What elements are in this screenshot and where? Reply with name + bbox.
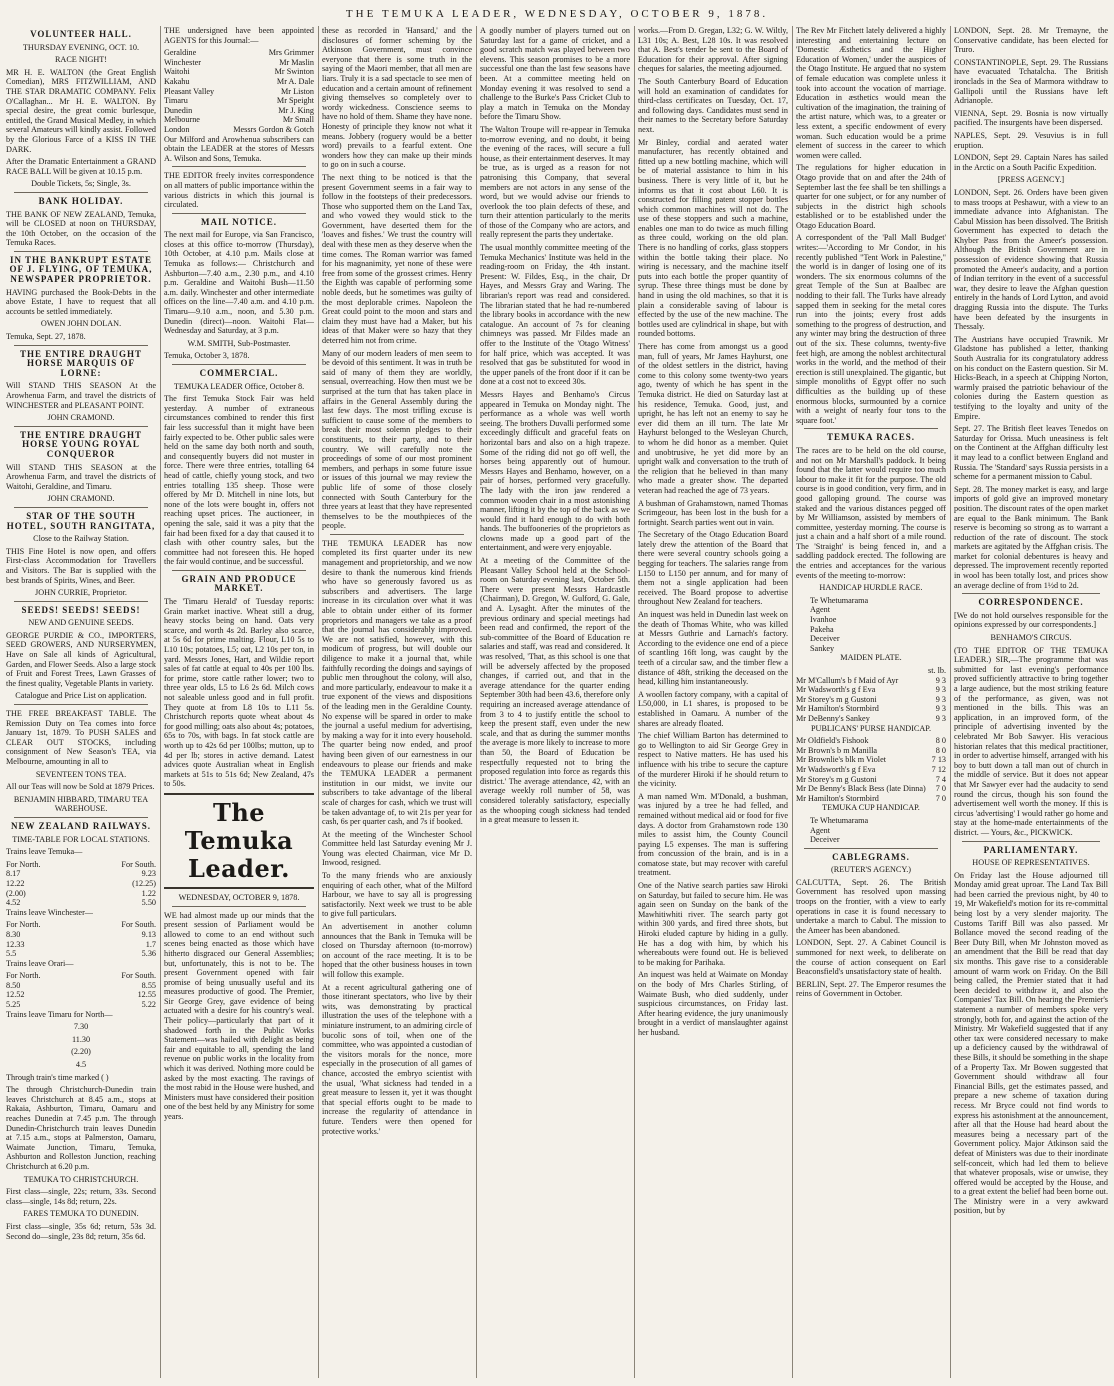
- race-weight: 7 4: [935, 774, 946, 784]
- rail-fares-2-title: FARES TEMUKA TO DUNEDIN.: [23, 1209, 139, 1219]
- publicans-entries: [796, 736, 946, 803]
- institute-note: The usual monthly committee meeting of the Temuka Mechanics' Institute was held in the reading-room on Friday, the 4th instant. Present: W. Fildes, Esq., in the chair, Dr Hayes, and Messrs Gray and Waring. The librarian's report was read and considered. The librarian stated that he had re-numbered the library books in accordance with the new catalogue. An account of 7s for cleaning chimneys was passed. Mr Fildes made an offer to the Institute of the 'Otago Witness' for half price, which was accepted. It was resolved that gas be substituted for wood in the upper panels of the front door if it can be done at a cost not to exceed 30s.: [480, 243, 630, 387]
- tea-tail: All our Teas will now be Sold at 1879 Prices.: [6, 782, 155, 792]
- rail-time-south: 12.55: [137, 990, 156, 1000]
- commercial-body: The first Temuka Stock Fair was held yesterday. A number of extraneous circumstances combined to render this first fair less successful than it might have been fairly expected to be. Other public sales were held on the same day both north and south, and consequently buyers did not muster in force. There were three entries, totalling 64 head of cattle, chiefly young stock, and two entries totalling 135 sheep. Those were offered by Mr D. Mitchell in nine lots, but none of the lots were bought in, offers not reaching upset prices. The auctioneer, in opening the sale, said it was a pity that the fair had been fixed for a day that caused it to clash with other country sales, but the committee had not foreseen this. He hoped the fair would continue, and be successful.: [164, 394, 314, 567]
- board-exam-note: The South Canterbury Board of Education will hold an examination of candidates for third-class certificates on Tuesday, Oct. 17, and following days. Candidates must send in their names to the Secretary before Saturday next.: [638, 76, 788, 134]
- agent-name: Mr Maslin: [279, 57, 314, 67]
- cable-item: Sept. 28. The money market is easy, and large imports of gold give an improved monetary position. The discount rates of the open market are equal to the Bank minimum. The Bank reserve is becoming so strong as to warrant a reduction of the rate of discount. The stock markets are agitated by the Affghan crisis. The market for colonial debentures is heavy and depressed. The improvement recently reported in wool has been totally lost, and prices show an average decline of from 1½d to 2d.: [954, 484, 1108, 590]
- race-entry: Agent: [810, 825, 831, 835]
- races-intro: The races are to be held on the old course, and not on Mr Marshall's paddock. It being found that the latter would require too much labour to make it fit for the purpose. The old course is in good condition, very firm, and in good galloping ground. The course was staked and the various distances pegged off by Mr Williamson, assisted by members of committee, yesterday morning. The course is just a chain and a half short of a mile round. The 'Straight' is being fenced in, and a saddling paddock erected. The following are the entries and acceptances for the various events of the meeting to-morrow:: [796, 445, 946, 580]
- rail-through-note: Through train's time marked ( ): [6, 1072, 109, 1082]
- divider: [330, 534, 464, 535]
- hall-title: VOLUNTEER HALL.: [30, 29, 132, 39]
- divider: [804, 848, 938, 849]
- cable-item: LONDON, Sept 29. Captain Nares has sailed in the Arctic on a South Pacific Expedition.: [954, 153, 1108, 172]
- waimate-inquest-note: An inquest was held at Waimate on Monday on the body of Mrs Charles Stirling, of Waimate Bush, who died suddenly, under suspicious circumstances, on Friday last. After hearing evidence, the jury unanimously brought in a verdict of manslaughter against her husband.: [638, 970, 788, 1037]
- rail-time-south: 8.55: [141, 980, 156, 990]
- rail-time-north: 8.17: [6, 869, 21, 879]
- leader-continued-2: The next thing to be noticed is that the present Government seems in a fair way to follow in the footsteps of their predecessors. Those who supported them on the Land Tax, and who vowed they would stick to the Government, have deserted them for the 'loaves and fishes.' We trust the country will deal with these men as they deserve when the time comes. The Roman warrior was famed for his magnanimity, yet none of these were free from some of the grossest crimes. Henry the Eighth was capable of performing some noble deeds, but he sometimes was guilty of the most deplorable crimes. Napoleon the Great could point to the moon and stars and claim they must have had a Maker, but his ideas of that Maker were so hazy that they deterred him not from crime.: [322, 172, 472, 345]
- rail-time-north: 8.30: [6, 929, 21, 939]
- cup-entries: [796, 816, 946, 845]
- rail-head-north: For North.: [6, 971, 41, 981]
- rail-time-north: 12.22: [6, 878, 25, 888]
- hotel-body: THIS Fine Hotel is now open, and offers First-class Accommodation for Travellers and Visitors. The Bar is supplied with the best brands of Spirits, Wines, and Beer.: [6, 546, 156, 585]
- race-entry: Mr Wadsworth's g f Eva: [796, 685, 876, 695]
- walton-note: The Walton Troupe will re-appear in Temuka to-morrow evening, and no doubt, it being the evening of the races, will secure a full house, as their entertainment deserves. It may be true, as is urged as a reason for not patronising this Company, that several members are not actors in any sense of the word, but we would advise our friends to overlook the too plain defects of these, and turn their attention particularly to the merits of those of the Company who are actors, and really represent the parts they undertake.: [480, 124, 630, 240]
- column-2: [164, 26, 314, 1378]
- race-spacer: [796, 666, 924, 676]
- holiday-title: BANK HOLIDAY.: [38, 195, 124, 206]
- race-weight: 9 3: [935, 675, 946, 685]
- column-3: [322, 26, 472, 1378]
- race-entry: Ivanhoe: [810, 615, 837, 625]
- rail-title: NEW ZEALAND RAILWAYS.: [11, 820, 151, 831]
- tea-sign: BENJAMIN HIBBARD, TIMARU TEA WAREHOUSE.: [13, 794, 149, 814]
- rail-time-north: (2.00): [6, 888, 26, 898]
- divider: [172, 570, 306, 571]
- race-entry: Mr De Benny's Black Bess (late Dinna): [796, 784, 926, 794]
- maiden-entries: [796, 666, 946, 724]
- rail-time-timaru: 11.30: [71, 1034, 91, 1044]
- rail-sub: TIME-TABLE FOR LOCAL STATIONS.: [12, 834, 150, 844]
- tea-body: THE FREE BREAKFAST TABLE. The Remission Duty on Tea comes into force January 1st, 1879. To PUSH SALES and CLEAR OUT STOCKS, including consignment of New Season's TEA, via Melbourne, amounting in all to: [6, 709, 156, 766]
- column-rule: [792, 26, 793, 1378]
- rail-body: The through Christchurch-Dunedin train leaves Christchurch at 8.45 a.m., stops at Rakaia, Ashburton, Timaru, Oamaru and reaches Dunedin at 7.45 p.m. The through Dunedin-Christchurch train leaves Dunedin at 7.15 a.m., stops at Palmerston, Oamaru, Waimate Junction, Timaru, Temuka, Ashburton and Rolleston Junction, reaching Christchurch at 6.20 p.m.: [6, 1085, 156, 1171]
- inquest-note: An inquest was held in Dunedin last week on the death of Thomas White, who was killed at Messrs Guthrie and Larnach's factory. According to the evidence one end of a piece of scantling 16ft long, was caught by the teeth of a circular saw, and the timber flew a distance of 48ft, striking the deceased on the head, killing him instantaneously.: [638, 610, 788, 687]
- column-7: [954, 26, 1108, 1378]
- cables-reuter: [954, 26, 1108, 172]
- hurdle-entries: [796, 596, 946, 654]
- column-rule: [476, 26, 477, 1378]
- rail-time-north: 12.52: [6, 990, 25, 1000]
- rail-time-south: 5.22: [141, 1000, 156, 1010]
- agent-name: Mr Speight: [276, 96, 314, 106]
- hotel-title: STAR OF THE SOUTH HOTEL, SOUTH RANGITATA,: [6, 510, 156, 531]
- agent-place: Pleasant Valley: [164, 86, 215, 96]
- correspondence-note: [We do not hold ourselves responsible for the opinions expressed by our correspondents.]: [954, 610, 1108, 630]
- divider: [14, 192, 148, 193]
- dateline: WEDNESDAY, OCTOBER 9, 1878.: [178, 892, 300, 902]
- race-entry: Mr Storey's m g Gustoni: [796, 694, 877, 704]
- divider: [172, 364, 306, 365]
- circus-note: Messrs Hayes and Benhamo's Circus appeared in Temuka on Monday night. The performance as a whole was well worth seeing. The brothers Duvalli performed some exceedingly difficult and graceful feats on horizontal bars and also on a high trapeze. Some of the riding did not go off well, the horses being apparently out of humour. Messrs Hayes and Benhamo, however, on a pair of horses, performed very gracefully. The lady with the iron jaw rendered a common wooden chair in a most astonishing manner, lifting it by the top of the back as we would find it hard enough to do with both hands. The buffooneries of the proprietors as clowns made up a good part of the entertainment, and were very enjoyable.: [480, 389, 630, 553]
- rail-time-south: (12.25): [132, 878, 156, 888]
- editor-note: THE EDITOR freely invites correspondence on all matters of public importance within the various districts in which this journal is circulated.: [164, 171, 314, 210]
- rail-group-label: Trains leave Temuka—: [6, 847, 83, 857]
- race-entry: Agent: [810, 605, 831, 615]
- baalbec-note: A correspondent of the 'Pall Mall Budget' writes:—'According to Mr Condor, in his recently published "Tent Work in Palestine," the world is in danger of losing one of its wonders. The six enormous columns of the great Temple of the Sun at Baalbec are nodding to their fall. The Turks have already sapped them in seeking for the metal cores run into the joints; every frost adds something to the progress of destruction, and any winter may bring the destruction of three out of the six. These columns, twenty-five feet high, are among the noblest architectural works in the world, and the method of their erection is still unexplained. The gigantic, but simple monoliths of Egypt offer no such difficulties as the building up of these enormous blocks, surmounted by a cornice with a weight of nearly four tons to the square foot.': [796, 233, 946, 425]
- agents-table: [164, 48, 314, 134]
- column-6: [796, 26, 946, 1378]
- seeds-sub: NEW AND GENUINE SEEDS.: [28, 618, 134, 628]
- rail-time-north: 12.33: [6, 939, 25, 949]
- rail-group-table: [6, 971, 156, 1009]
- divider: [14, 426, 148, 427]
- race-entry: Te Whetumarama: [810, 815, 869, 825]
- hurdle-title: HANDICAP HURDLE RACE.: [819, 583, 923, 593]
- rail-timaru-label: Trains leave Timaru for North—: [6, 1009, 113, 1019]
- cup-title: TEMUKA CUP HANDICAP.: [822, 803, 920, 813]
- rail-head-south: For South.: [121, 971, 156, 981]
- cricket-note: A goodly number of players turned out on Saturday last for a game of cricket, and a good scratch match was played between two elevens. This season promises to be a more successful one than the last few seasons have been. At a committee meeting held on Monday evening it was resolved to send a challenge to the Burke's Pass Cricket Club to play a match in Temuka on the Monday before the Timaru Show.: [480, 26, 630, 122]
- cables-press: [954, 188, 1108, 590]
- agent-name: Mrs Grimmer: [268, 48, 314, 58]
- divider: [14, 601, 148, 602]
- agents-note: Our Milford and Arowhenua subscribers can obtain the LEADER at the stores of Messrs A. Wilson and Sons, Temuka.: [164, 134, 314, 163]
- column-rule: [160, 26, 161, 1378]
- hall-body: MR H. E. WALTON (the Great English Comedian), MRS FITZWILLIAM, AND THE STAR DRAMATIC COMPANY. Felix O'Callaghan... Mr H. E. WALTON. By special desire, the great comic burlesque, entitled, the Grand Musical Medley, in which several Amateurs will kindly assist. Followed by the Glorious Farce of a KISS IN THE DARK.: [6, 67, 156, 154]
- education-note: The regulations for higher education in Otago provide that on and after the 24th of September last the fee shall be ten shillings a quarter for one subject, or for any number of subjects in the district high schools established or to be established under the Otago Education Board.: [796, 163, 946, 230]
- race-weight: 9 3: [935, 713, 946, 723]
- column-rule: [318, 26, 319, 1378]
- native-chief-note: The chief William Barton has determined to go to Wellington to aid Sir George Grey in respect to Native matters. He has used his influence with his tribe to secure the capture of the murderer Hiroki if he should return to the vicinity.: [638, 731, 788, 789]
- commercial-sub: TEMUKA LEADER Office, October 8.: [173, 381, 305, 391]
- rail-time-north: 5.25: [6, 1000, 21, 1010]
- telephone-note: At a recent agricultural gathering one of those itinerant spectators, who live by their wits, was demonstrating by practical illustration the uses of the telephone with a miniature instrument, to an admiring circle of bucolic sons of toil, when one of the committee, who was appointed a custodian of the visitors morals for the nonce, more especially in the prosecution of all games of chance, accosted the embryo scientist with the usual, 'What sickness had tended in a great measure to lessen it, yet it was thought that special efforts ought to be made to increase the regularity of attendance in future. Tenders were then opened for protective works.': [322, 982, 472, 1136]
- divider: [14, 704, 148, 705]
- mail-body: The next mail for Europe, via San Francisco, closes at this office to-morrow (Thursday), 10th October, at 4.10 p.m. Mails close at Temuka as follows:— Christchurch and Ashburton—7.40 a.m., 2.30 p.m., and 4.10 p.m. Geraldine and Waitohi Bush—11.50 a.m. daily. Winchester and other intermediate offices on the line—7.40 a.m. and 4.10 p.m. Timaru—9.10 a.m., noon, and 5.30 p.m. Dunedin (direct)—noon. Waitohi Flat—Wednesday and Saturday, at 3 p.m.: [164, 230, 314, 336]
- races-title: TEMUKA RACES.: [826, 432, 915, 443]
- race-weight: 7 13: [931, 755, 946, 765]
- rail-head-north: For North.: [6, 920, 41, 930]
- race-entry: Te Whetumarama: [810, 595, 869, 605]
- grain-title: GRAIN AND PRODUCE MARKET.: [181, 573, 297, 594]
- mail-sign: W.M. SMITH, Sub-Postmaster.: [187, 338, 291, 348]
- cable-london: LONDON, Sept. 27. A Cabinet Council is summoned for next week, to deliberate on the course of action consequent on Earl Beaconsfield's unsatisfactory state of health.: [796, 938, 946, 977]
- conqueror-sign: JOHN CRAMOND.: [47, 494, 115, 504]
- marquis-sign: JOHN CRAMOND.: [47, 413, 115, 423]
- cable-item: LONDON, Sept. 28. Mr Tremayne, the Conservative candidate, has been elected for Truro.: [954, 26, 1108, 55]
- seeds-catalogue: Catalogue and Price List on application.: [15, 691, 147, 701]
- race-entry: Mr DeBenny's Sankey: [796, 713, 870, 723]
- column-rule: [950, 26, 951, 1378]
- cables-sub: (REUTER'S AGENCY.): [830, 865, 912, 875]
- announcement: THE TEMUKA LEADER has now completed its first quarter under its new management and proprietorship, and we now desire to thank the numerous kind friends who have so generously favored us as subscribers and advertisers. The large increase in its circulation over what it was able to obtain under either of its former proprietors and managers we take as a proof that the journal has considerably improved. We are not satisfied, however, with this modicum of progress, but will double our diligence to make it a journal that, while faithfully recording the doings and sayings of public men throughout the colony, will also, and more particularly, endeavour to make it a true exponent of the views and dispositions of the leading men in the Geraldine County. No expense will be spared in order to make the journal a useful medium for advertising, by making a way for it into every household. The quarter being now ended, and proof having been given of our earnestness in our endeavours to please our friends and make the TEMUKA LEADER a permanent institution in our midst, we invite our subscribers to take advantage of the liberal scale of charges for cash, which we trust will be taken advantage of, to wit 21s per year for cash, 6s per quarter cash, and 7s if booked.: [322, 538, 472, 827]
- rail-time-south: 9.13: [141, 929, 156, 939]
- race-unit: st. lb.: [928, 666, 946, 675]
- rail-head-south: For South.: [121, 859, 156, 869]
- agent-name: Mr J. King: [278, 105, 314, 115]
- grain-body: The 'Timaru Herald' of Tuesday reports: Grain market inactive. Wheat still a drug, heavy stocks being on hand. Oats very scarce, and worth 4s 2d. Barley also scarce, at 5s 6d for prime malting. Flour, L10 5s to L10 10s; potatoes, L5; oat, L2 10s per ton, in yard. Messrs Jones, Hart, and Wildie report sales of fat cattle at equal to 40s per 100 lbs. for prime, store cattle rather lower; two to three year olds, L5 to L6 2s 6d. Milch cows not saleable unless good and in full profit. They quote at from L8 10s to L11 5s. Christchurch reports quote wheat about 4s for good milling; oats also about 4s; potatoes, 65s to 70s, with bags. In fat stock cattle are worth up to 42s 6d per 100lbs; mutton, up to 4d per lb; stores in active demand. Latest advices quote Australian wheat in English markets at 51s to 51s 6d; New Zealand, 47s to 50s.: [164, 597, 314, 789]
- hall-date: THURSDAY EVENING, OCT. 10.: [22, 42, 140, 52]
- obituary-note: There has come from amongst us a good man, full of years, Mr James Hayhurst, one of the oldest settlers in the district, having come to this colony some twenty-two years ago, twenty of which he has spent in the Temuka district. He died on Saturday last at his residence, Temuka. Good, just, and upright, he has left not an enemy to say he ever did them an ill turn. The late Mr Hayhurst belonged to the Wesleyan Church, to whom he did honor as a member. Quiet and unobtrusive, he yet did more by an upright walk and conversation to the truth of the religion that he believed in than many who made a greater show. The departed veteran had reached the age of 73 years.: [638, 342, 788, 495]
- race-entry: Deceiver: [810, 835, 840, 845]
- race-entry: Mr Storey's m g Gustoni: [796, 774, 877, 784]
- race-entry: Mr Brown's b m Manilla: [796, 745, 878, 755]
- race-weight: 7 0: [935, 793, 946, 803]
- rail-time-timaru: 4.5: [75, 1060, 87, 1070]
- cable-item: LONDON, Sept. 26. Orders have been given to mass troops at Peshawur, with a view to an immediate advance into Afghanistan. The Cabul Mission has been dissolved. The British Government has expected to detach the Khyber Pass from the Ameer's possession. Although the British Government are in possession of evidence showing that Russia promoted the Ameer's audacity, and a portion of Indian territory in the event of a successful war, they desire to leave the Afghan question entirely in the hands of Lord Lytton, and avoid dragging Russia into the dispute. The Turks have been defeated by the insurgents in Thessaly.: [954, 187, 1108, 332]
- page-masthead: THE TEMUKA LEADER, WEDNESDAY, OCTOBER 9, 1878.: [345, 8, 769, 20]
- agent-name: Mr Small: [282, 115, 314, 125]
- cable-calcutta: CALCUTTA, Sept. 26. The British Government has resolved upon massing troops on the frontier, with a view to early operations in case it is found necessary to undertake a march to Cabul. The mission to the Ameer has been abandoned.: [796, 877, 946, 935]
- agent-name: Mr A. Dale: [276, 76, 314, 86]
- divider: [14, 251, 148, 252]
- rail-fares-2: First class—single, 35s 6d; return, 53s 3d. Second do—single, 23s 8d; return, 35s 6d.: [6, 1221, 156, 1241]
- divider: [172, 906, 306, 907]
- bushman-note: A bushman of Grahamstown, named Thomas Scrimgeour, has been lost in the bush for a fortnight. Search parties went out in vain.: [638, 498, 788, 527]
- estate-body: HAVING purchased the Book-Debts in the above Estate, I have to request that all accounts be settled immediately.: [6, 287, 156, 316]
- race-weight: 9 3: [935, 694, 946, 704]
- benhamo-letter: (TO THE EDITOR OF THE TEMUKA LEADER.) SIR,—The programme that was submitted for last evening's performance proved sufficiently attractive to bring together a large audience, but the most striking feature of the performance, as given, was not mentioned in the bills. This was an application, in an improved form, of the principle of advertising invented by the celebrated Mr Bob Sawyer. His veracious historian relates that this medical practitioner, in order to advertise himself, arranged with his boy to butt down a tall man out of church in the middle of service. But it does not appear that Mr Sawyer ever had the audacity to send round the circus, though his son found the advertisement well worth the money. If this is circus 'advertising' I would rather go home and stay at the home-made entertainments of the district. — Yours, &c., PICKWICK.: [954, 645, 1108, 837]
- conqueror-body: Will STAND THIS SEASON at the Arowhenua Farm, and travel the districts of Waitohi, Geraldine, and Timaru.: [6, 462, 156, 491]
- race-weight: 9 3: [935, 704, 946, 714]
- rail-time-south: 5.50: [141, 898, 156, 908]
- race-entry: Mr Hamilton's Stormbird: [796, 793, 879, 803]
- race-weight: 9 3: [935, 685, 946, 695]
- otago-board-note: The Secretary of the Otago Education Board lately drew the attention of the Board that there were several country schools going a begging for teachers. The salaries range from L150 to L150 per annum, and for many of them not a single application had been received. The Board propose to advertise throughout New Zealand for teachers.: [638, 530, 788, 607]
- agent-name: Mr Liston: [281, 86, 314, 96]
- school-note: At the meeting of the Winchester School Committee held last Saturday evening Mr J. Young was elected Chairman, vice Mr D. Inwood, resigned.: [322, 829, 472, 868]
- column-5: [638, 26, 788, 1378]
- rail-time-south: 1.22: [141, 888, 156, 898]
- newspaper-nameplate: The Temuka Leader.: [184, 797, 294, 883]
- bank-note: An advertisement in another column announces that the Bank in Temuka will be closed on Thursday afternoon (to-morrow) on account of the race meeting. It is to be hoped that the other business houses in town will follow this example.: [322, 922, 472, 979]
- cable-item: NAPLES, Sept. 29. Vesuvius is in full eruption.: [954, 130, 1108, 150]
- benhamo-title: BENHAMO'S CIRCUS.: [990, 633, 1072, 643]
- rail-time-south: 9.23: [141, 869, 156, 879]
- agent-place: Melbourne: [164, 115, 200, 125]
- rail-timetable: [6, 847, 156, 1010]
- agent-place: London: [164, 124, 190, 134]
- rail-fares-1-title: TEMUKA TO CHRISTCHURCH.: [23, 1174, 139, 1184]
- lecture-note: The Rev Mr Fitchett lately delivered a highly interesting and entertaining lecture on 'Domestic Æsthetics and the Higher Education of Women,' under the auspices of the Otago Institute. He argued that no system of female education was complete unless it took into account the vocation of marriage. Education in æsthetics would mean the cultivation of the imagination, the training of the artist nature, which was, to a greater or less extent, a specific endowment of every woman. Such education would be a prime element of success in the career to which women were called.: [796, 26, 946, 160]
- race-entry: Mr M'Callum's b f Maid of Ayr: [796, 675, 899, 685]
- agent-name: Messrs Gordon & Gotch: [233, 124, 314, 134]
- rail-head-north: For North.: [6, 859, 41, 869]
- divider: [172, 166, 306, 167]
- agent-place: Waitohi: [164, 67, 190, 77]
- tenders-note: works.—From D. Gregan, L32; G. W. Wiltly, L31 10s; A. Best, L28 10s. It was resolved that A. Best's tender be sent to the Board of Education for their approval. After signing cheques for salaries, the meeting adjourned.: [638, 26, 788, 74]
- agent-place: Timaru: [164, 96, 188, 106]
- hall-tickets: Double Tickets, 5s; Single, 3s.: [31, 179, 131, 189]
- divider: [164, 887, 314, 889]
- divider: [804, 428, 938, 429]
- race-weight: 8 0: [935, 736, 946, 746]
- divider: [14, 507, 148, 508]
- rail-timaru-times: [6, 1022, 156, 1069]
- maiden-title: MAIDEN PLATE.: [840, 653, 902, 663]
- divider: [14, 817, 148, 818]
- agent-place: Geraldine: [164, 48, 197, 58]
- estate-sign: OWEN JOHN DOLAN.: [40, 319, 122, 329]
- rail-head-south: For South.: [121, 920, 156, 930]
- hall-after: After the Dramatic Entertainment a GRAND RACE BALL Will be given at 10.15 p.m.: [6, 157, 156, 176]
- rail-group-label: Trains leave Orari—: [6, 958, 74, 968]
- race-weight: 8 0: [935, 745, 946, 755]
- marquis-title: THE ENTIRE DRAUGHT HORSE MARQUIS OF LORNE:: [19, 348, 143, 378]
- commercial-title: COMMERCIAL.: [199, 368, 279, 378]
- agent-place: Winchester: [164, 57, 201, 67]
- mail-title: MAIL NOTICE.: [200, 216, 277, 227]
- estate-date: Temuka, Sept. 27, 1878.: [6, 332, 86, 342]
- agents-intro: THE undersigned have been appointed AGENTS for this Journal:—: [164, 26, 314, 45]
- agent-name: Mr Swinton: [274, 67, 314, 77]
- rail-time-south: 1.7: [145, 939, 156, 949]
- race-entry: Mr Oldfield's Fishook: [796, 736, 869, 746]
- seeds-body: GEORGE PURDIE & CO., IMPORTERS, SEED GROWERS, AND NURSERYMEN, Have on Sale all kinds of Agricultural, Garden, and Flower Seeds. Also a large stock of Fruit and Forest Trees, Lawn Grasses of the finest quality, Vegetable Plants in variety.: [6, 630, 156, 688]
- rail-fares-1: First class—single, 22s; return, 33s. Second class—single, 14s 8d; return, 22s.: [6, 1187, 156, 1206]
- parliamentary-title: PARLIAMENTARY.: [983, 844, 1079, 855]
- estate-title: IN THE BANKRUPT ESTATE OF J. FLYING, OF TEMUKA, NEWSPAPER PROPRIETOR.: [9, 254, 153, 285]
- divider: [164, 793, 314, 795]
- school-committee-note: At a meeting of the Committee of the Pleasant Valley School held at the School-room on Saturday evening last, October 5th. There were present Messrs Hardcastle (Chairman), D. Gregon, W. Gulford, G. Gale, and A. Lysaght. After the minutes of the previous ordinary and special meetings had been read and confirmed, the report of the sub-committee of the Board of Education re salaries and staff, was read and considered. It was resolved, 'That, as this school is one that will be adversely affected by the proposed changes, if carried out, and that in the average attendance for the quarter ending September 30th had been 43.6, therefore only requiring an increased average attendance of from 3 to 4 to justify entitle the school to keep the present staff, even under the new scale, and that as during the summer months the average is more likely to increase to more than 50, the Board of Education be respectfully requested not to bring the proposed regulation into force as regards this district.' The average attendance, 42, with an average weekly roll number of 58, was considered tolerably satisfactory, especially as the whooping cough sickness had tended in a great measure to lessen it.: [480, 556, 630, 825]
- race-weight: 7 12: [931, 764, 946, 774]
- holiday-body: THE BANK OF NEW ZEALAND, Temuka, will be CLOSED at noon on THURSDAY, the 10th October, on the occasion of the Temuka Races.: [6, 209, 156, 248]
- cable-item: Sept. 27. The British fleet leaves Tenedos on Saturday for Orissa. Much uneasiness is felt on the Continent at the Affghan difficulty lest it may lead to a conflict between England and Russia. The 'Standard' says Russia persists in a scheme for a permanent mission to Cabul.: [954, 424, 1108, 482]
- column-1: [6, 26, 156, 1378]
- cables-title: CABLEGRAMS.: [832, 851, 910, 862]
- race-weight: 7 0: [935, 784, 946, 794]
- search-party-note: One of the Native search parties saw Hiroki on Saturday, but failed to secure him. He was again seen on Sunday on the bank of the Mawhitiwhiti river. The search party got within 300 yards, and fired three shots, but Hiroki eluded capture by hiding in a gully. He has a dog with him, by which his whereabouts were found out. He is believed to be making for Parihaka.: [638, 881, 788, 967]
- race-entry: Sankey: [810, 643, 835, 653]
- race-entry: Mr Wadsworth's g f Eva: [796, 764, 876, 774]
- bottling-note: Mr Binley, cordial and aerated water manufacturer, has recently obtained and fitted up a new bottling machine, which will be of material assistance to him in his business. There is very little of it, but he informs us that it cost about L60. It is constructed for filling patent stopper bottles which common machines will not do. The use of these stoppers and such a machine, enables one man to do twice as much filling as three could, working on the old plan. There is no handling of corks, glass stoppers within the bottle taking their place. No wiring is necessary, and the machine itself puts into each bottle the proper quantity of syrup. These three things must be done by hand in using the old machines, so that it is plain a considerable saving of labour is effected by the use of the new machine. The bottles used are cylindrical in shape, but with rounded bottoms.: [638, 137, 788, 339]
- divider: [14, 345, 148, 346]
- race-entry: Mr Brownlie's blk m Violet: [796, 755, 886, 765]
- rail-group-label: Trains leave Winchester—: [6, 907, 93, 917]
- hall-race-night: RACE NIGHT!: [54, 55, 108, 65]
- rail-time-south: 5.36: [141, 949, 156, 959]
- publicans-title: PUBLICANS' PURSE HANDICAP.: [811, 723, 931, 733]
- agent-place: Dunedin: [164, 105, 193, 115]
- hotel-sign: JOHN CURRIE, Proprietor.: [35, 588, 127, 598]
- column-4: [480, 26, 630, 1378]
- rail-time-timaru: (2.20): [71, 1047, 91, 1057]
- tea-tons: SEVENTEEN TONS TEA.: [35, 769, 127, 779]
- inquiry-note: To the many friends who are anxiously enquiring of each other, what of the Milford Harbour, we have to say all is progressing satisfactorily. Next week we trust to be able to give full particulars.: [322, 871, 472, 919]
- parliamentary-sub: HOUSE OF REPRESENTATIVES.: [972, 858, 1090, 868]
- leader-article: WE had almost made up our minds that the present session of Parliament would be allowed to come to an end without such scenes being enacted as those which have hitherto disgraced our General Assemblies; but, unfortunately, this is not to be. The present Government opened with fair promise of being unusually useful and its measures productive of good. The Premier, Sir George Grey, gave evidence of being actuated with a desire for his country's weal. Their policy—particularly that part of it shadowed forth in the Public Works Statement—was hailed with delight as being fair and equitable to all, spending the land revenue on public works in the locality from which it was derived. Nothing more could be asked by the most exacting. The ravings of the most rabid in the House were hushed, and Ministers must have considered their position one of the best held by any Ministry for some years.: [164, 910, 314, 1121]
- hotel-sub: Close to the Railway Station.: [33, 534, 129, 544]
- seeds-title: SEEDS! SEEDS! SEEDS!: [21, 604, 141, 615]
- press-agency: [PRESS AGENCY.]: [997, 175, 1065, 185]
- divider: [962, 593, 1100, 594]
- correspondence-title: CORRESPONDENCE.: [978, 597, 1084, 608]
- rail-time-north: 4.52: [6, 898, 21, 908]
- parliamentary-body: On Friday last the House adjourned till Monday amid great uproar. The Land Tax Bill had been carried the previous night, by 40 to 19, Mr Wakefield's motion for its re-committal being lost by a very slender majority. The Customs Tariff Bill was also passed. Mr Bollance moved the second reading of the Beer Duty Bill, when Mr Johnston moved as an amendment that the Bill be read that day six months. This gave rise to a considerable amount of warm work on Friday. On the Bill being called, the Premier stated that it had been decided to withdraw it, and also the Companies' Tax Bill. On hearing the Premier's statement a number of members spoke very strongly, both for, and against the action of the Ministry. Mr Wakefield suggested that if any other tax were considered necessary to make up a deficiency caused by the withdrawal of these Bills, it should be something in the shape of a Property Tax. Mr Bowen suggested that Government should withdraw all four Financial Bills, get the estimates passed, and prepare a new scheme of taxation during recess. Mr Bryce could not find words to express his astonishment at the announcement, after all that the House had heard about the measures being a necessary part of the Government policy. Major Atkinson said the defeat of Ministers was due to their inordinate self-conceit, which had led them to believe that whatever proposals, wise or unwise, they offered would be accepted by the House, and to a great extent the belief had been borne out. The Ministry were in a very awkward position, but by: [954, 870, 1108, 1216]
- cable-item: VIENNA, Sept. 29. Bosnia is now virtually pacified. The insurgents have been dispersed.: [954, 108, 1108, 128]
- injured-bushman-note: A man named Wm. M'Donald, a bushman, was injured by a tree he had felled, and remained without medical aid or food for five days. A doctor from Grahamstown rode 130 miles to assist him, the County Council paying L5 expenses. The man is suffering from concussion of the brain, and is in a comatose state, but may recover with careful treatment.: [638, 791, 788, 878]
- column-rule: [634, 26, 635, 1378]
- agent-place: Kakahu: [164, 76, 190, 86]
- cable-item: CONSTANTINOPLE, Sept. 29. The Russians have evacuated Tchatalcha. The British ironclads in the Sea of Marmora withdraw to Gallipoli until the Russians have left Adrianople.: [954, 57, 1108, 106]
- rail-group-table: [6, 920, 156, 958]
- conqueror-title: THE ENTIRE DRAUGHT HORSE YOUNG ROYAL CONQUEROR: [19, 429, 143, 459]
- cable-item: The Austrians have occupied Trawnik. Mr Gladstone has published a letter, thanking South Australia for its congratulatory address on his conduct on the Eastern question. Sir M. Hicks-Beach, in a speech at Chipping Norton, warmly praised the patriotic behaviour of the colonies during the Eastern question as testifying to the loyalty and unity of the Empire.: [954, 334, 1108, 421]
- rail-group-table: [6, 860, 156, 908]
- rail-time-timaru: 7.30: [73, 1022, 89, 1032]
- woollen-note: A woollen factory company, with a capital of L50,000, in L1 shares, is proposed to be established in Oamaru. A number of the shares are already floated.: [638, 689, 788, 728]
- race-entry: Pakeha: [810, 624, 834, 634]
- leader-continued-3: Many of our modern leaders of men seem to be devoid of this sentiment. It was in truth be said of many of them they are worldly, sensual, overreaching. How then must we be surprised at the turn that has taken place in affairs in the General Assembly during the last few days. The most trifling excuse is sufficient to cause some of the members to break their most solemn pledges to their constituents, to their party, and to their country. We will carefully note the proceedings of some of our most prominent members, and perhaps in some future issue or issues of this journal we may review the public life of some of those closely connected with South Canterbury for the three years at least that they have represented themselves to be the mouthpieces of the people.: [322, 348, 472, 531]
- race-entry: Deceiver: [810, 634, 840, 644]
- cable-berlin: BERLIN, Sept. 27. The Emperor resumes the reins of Government in October.: [796, 979, 946, 999]
- rail-time-north: 8.50: [6, 980, 21, 990]
- rail-time-north: 5.5: [6, 949, 17, 959]
- mail-date: Temuka, October 3, 1878.: [164, 351, 250, 361]
- marquis-body: Will STAND THIS SEASON At the Arowhenua Farm, and travel the districts of WINCHESTER and PLEASANT POINT.: [6, 381, 156, 410]
- divider: [962, 841, 1100, 842]
- race-entry: Mr Hamilton's Stormbird: [796, 704, 879, 714]
- divider: [172, 213, 306, 214]
- leader-continued-1: these as recorded in 'Hansard,' and the disclosures of former scheming by the Atkinson Government, must convince everyone that there is some truth in the saying of the Maori member, that all men are liars. Truly it is a sad spectacle to see men of education and a certain amount of refinement giving themselves so completely over to wordy wickedness. Conscience seems to have no hold of them. Shame they have none. Honesty of principle they know not what it means. Jobbery (roguery would be a better word) prevails to a fearful extent. One wonders how they can make up their minds to go on in such a course.: [322, 26, 472, 170]
